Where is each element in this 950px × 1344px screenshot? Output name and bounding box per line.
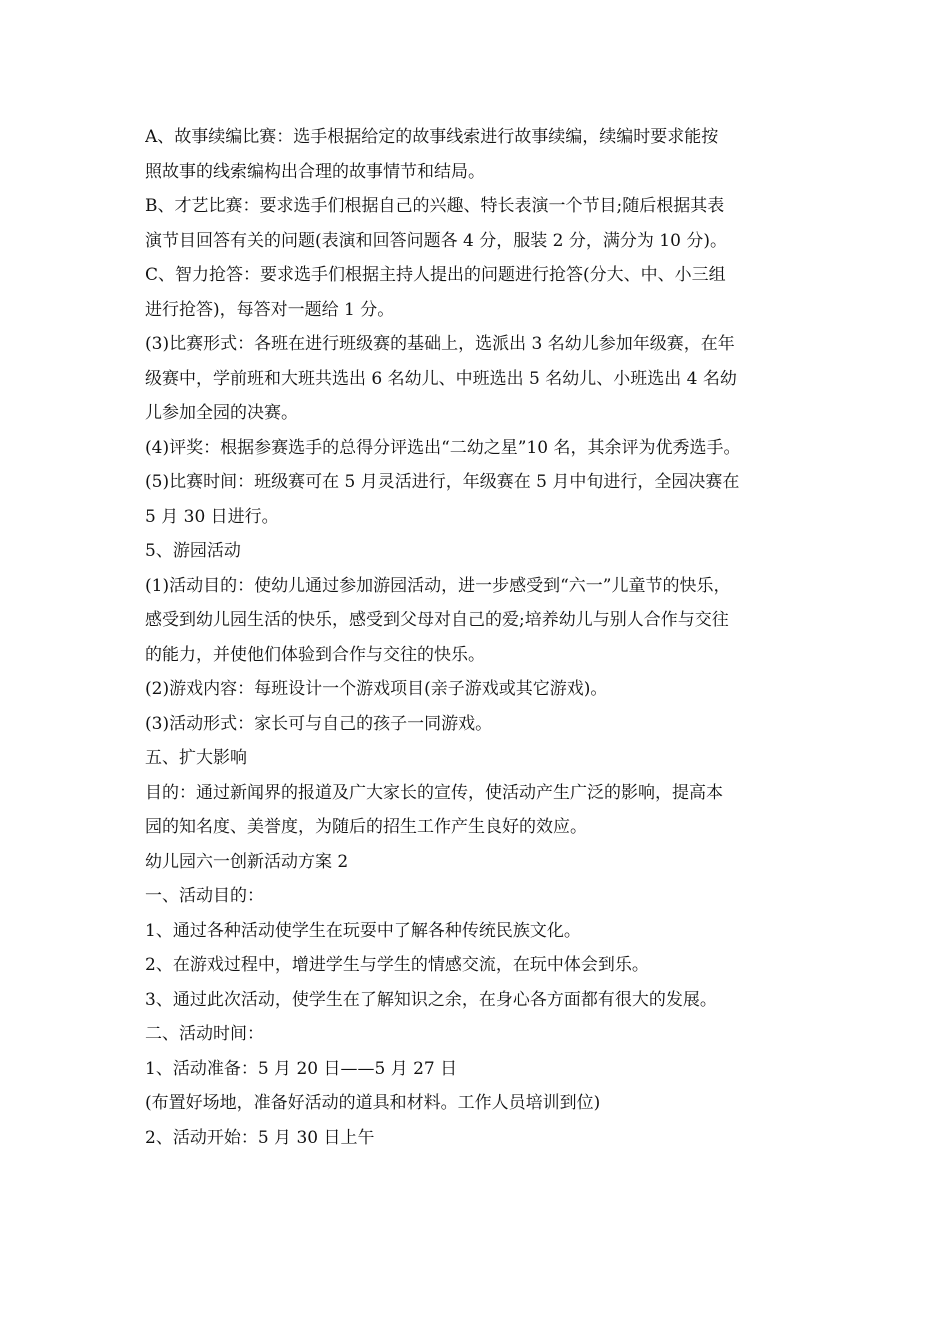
- section-heading: 一、活动目的：: [145, 886, 264, 906]
- section-heading: 5、游园活动: [145, 541, 241, 561]
- text-line: C、智力抢答：要求选手们根据主持人提出的问题进行抢答(分大、中、小三组: [145, 265, 726, 285]
- text-line: (4)评奖：根据参赛选手的总得分评选出“二幼之星”10 名，其余评为优秀选手。: [145, 437, 741, 458]
- text-line: 园的知名度、美誉度，为随后的招生工作产生良好的效应。: [145, 817, 587, 837]
- document-body: [145, 120, 813, 1155]
- text-line: 照故事的线索编构出合理的故事情节和结局。: [145, 161, 485, 182]
- text-line: (3)活动形式：家长可与自己的孩子一同游戏。: [145, 713, 493, 734]
- text-line: 1、活动准备：5 月 20 日——5 月 27 日: [145, 1058, 458, 1079]
- text-line: B、才艺比赛：要求选手们根据自己的兴趣、特长表演一个节目;随后根据其表: [145, 196, 725, 216]
- text-line: 级赛中，学前班和大班共选出 6 名幼儿、中班选出 5 名幼儿、小班选出 4 名幼: [145, 368, 737, 389]
- text-line: (3)比赛形式：各班在进行班级赛的基础上，选派出 3 名幼儿参加年级赛，在年: [145, 334, 735, 354]
- text-line: (5)比赛时间：班级赛可在 5 月灵活进行，年级赛在 5 月中旬进行，全园决赛在: [145, 472, 740, 492]
- text-line: 5 月 30 日进行。: [145, 506, 279, 527]
- text-line: A、故事续编比赛：选手根据给定的故事线索进行故事续编，续编时要求能按: [145, 127, 719, 147]
- text-line: (1)活动目的：使幼儿通过参加游园活动，进一步感受到“六一”儿童节的快乐，: [145, 575, 731, 596]
- section-heading: 二、活动时间：: [145, 1024, 264, 1044]
- text-line: 儿参加全园的决赛。: [145, 403, 298, 423]
- document-title: 幼儿园六一创新活动方案 2: [145, 851, 349, 872]
- text-line: 感受到幼儿园生活的快乐，感受到父母对自己的爱;培养幼儿与别人合作与交往: [145, 610, 729, 630]
- text-line: 演节目回答有关的问题(表演和回答问题各 4 分，服装 2 分，满分为 10 分)。: [145, 230, 727, 251]
- text-line: 目的：通过新闻界的报道及广大家长的宣传，使活动产生广泛的影响，提高本: [145, 782, 723, 803]
- text-line: 2、活动开始：5 月 30 日上午: [145, 1127, 375, 1148]
- text-line: (布置好场地，准备好活动的道具和材料。工作人员培训到位): [145, 1093, 601, 1113]
- text-line: (2)游戏内容：每班设计一个游戏项目(亲子游戏或其它游戏)。: [145, 679, 608, 699]
- section-heading: 五、扩大影响: [145, 748, 247, 768]
- text-line: 2、在游戏过程中，增进学生与学生的情感交流，在玩中体会到乐。: [145, 955, 649, 975]
- text-line: 3、通过此次活动，使学生在了解知识之余，在身心各方面都有很大的发展。: [145, 989, 717, 1010]
- text-line: 的能力，并使他们体验到合作与交往的快乐。: [145, 644, 485, 665]
- text-line: 1、通过各种活动使学生在玩耍中了解各种传统民族文化。: [145, 920, 581, 941]
- text-line: 进行抢答)，每答对一题给 1 分。: [145, 299, 395, 320]
